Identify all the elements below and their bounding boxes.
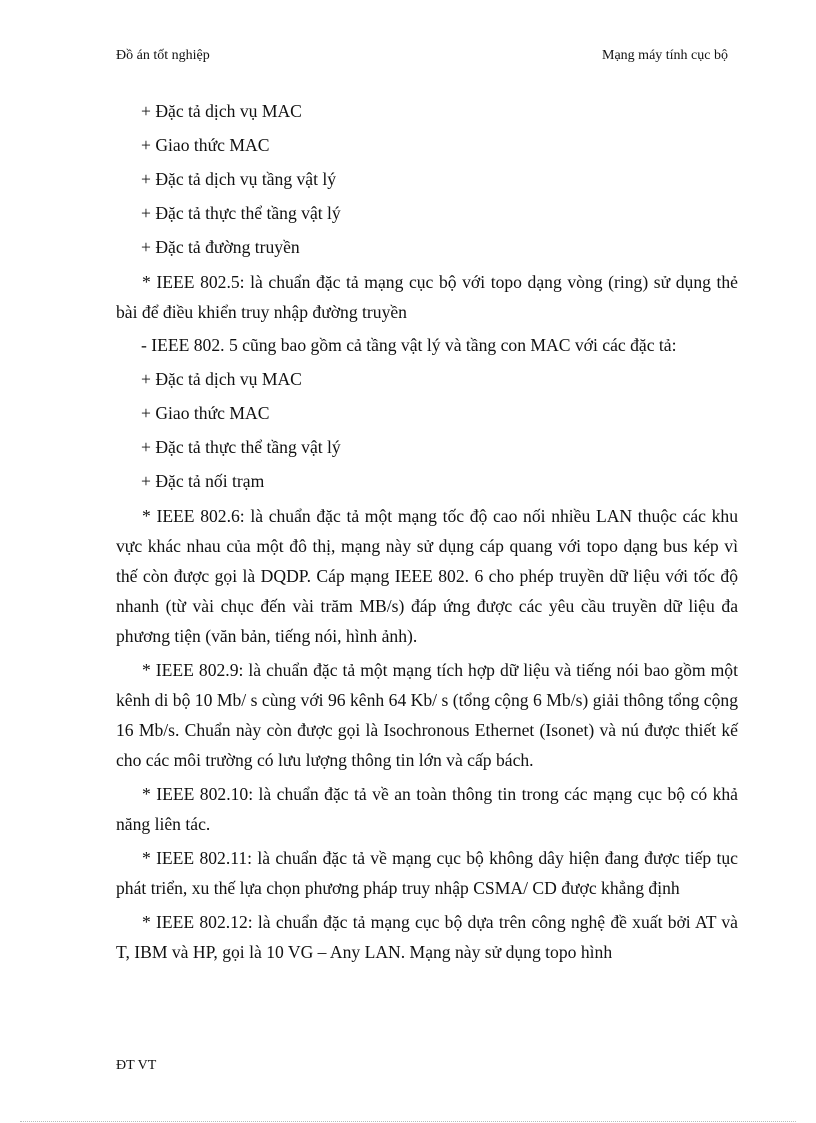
paragraph-ieee-802-6: * IEEE 802.6: là chuẩn đặc tả một mạng tốc độ cao nối nhiều LAN thuộc các khu vực khác nhau của một đô thị, mạng này sử dụng cáp quang với topo dạng bus kép vì thế còn được gọi là DQDP. Cáp mạng IEEE 802. 6 cho phép truyền dữ liệu với tốc độ nhanh (từ vài chục đến vài trăm MB/s) đáp ứng được các yêu cầu truyền dữ liệu đa phương tiện (văn bản, tiếng nói, hình ảnh). [116, 506, 738, 646]
list-item: + Đặc tả đường truyền [141, 237, 300, 257]
list-item: + Đặc tả nối trạm [141, 471, 265, 491]
paragraph-ieee-802-5-sub: - IEEE 802. 5 cũng bao gồm cả tầng vật lý và tầng con MAC với các đặc tả: [141, 335, 677, 355]
paragraph-ieee-802-12: * IEEE 802.12: là chuẩn đặc tả mạng cục bộ dựa trên công nghệ đề xuất bởi AT và T, IBM và HP, gọi là 10 VG – Any LAN. Mạng này sử dụng topo hình [116, 912, 738, 962]
header-right-title: Mạng máy tính cục bộ [602, 48, 728, 63]
list-item: + Đặc tả dịch vụ MAC [141, 369, 302, 389]
list-item: + Đặc tả thực thể tầng vật lý [141, 203, 341, 223]
document-body [116, 97, 738, 967]
list-item: + Đặc tả dịch vụ MAC [141, 101, 302, 121]
list-item: + Giao thức MAC [141, 403, 270, 423]
paragraph-ieee-802-9: * IEEE 802.9: là chuẩn đặc tả một mạng tích hợp dữ liệu và tiếng nói bao gồm một kênh di bộ 10 Mb/ s cùng với 96 kênh 64 Kb/ s (tổng cộng 6 Mb/s) giải thông tổng cộng 16 Mb/s. Chuẩn này còn được gọi là Isochronous Ethernet (Isonet) và nú được thiết kế cho các môi trường có lưu lượng thông tin lớn và cấp bách. [116, 660, 738, 770]
page-header [116, 48, 728, 64]
paragraph-ieee-802-5: * IEEE 802.5: là chuẩn đặc tả mạng cục bộ với topo dạng vòng (ring) sử dụng thẻ bài để điều khiển truy nhập đường truyền [116, 272, 738, 322]
page-footer: ĐT VT [116, 1058, 157, 1073]
page-bottom-divider [20, 1121, 796, 1122]
list-item: + Đặc tả dịch vụ tầng vật lý [141, 169, 337, 189]
list-item: + Đặc tả thực thể tầng vật lý [141, 437, 341, 457]
header-left-title: Đồ án tốt nghiệp [116, 48, 210, 63]
paragraph-ieee-802-10: * IEEE 802.10: là chuẩn đặc tả về an toàn thông tin trong các mạng cục bộ có khả năng liên tác. [116, 784, 738, 834]
paragraph-ieee-802-11: * IEEE 802.11: là chuẩn đặc tả về mạng cục bộ không dây hiện đang được tiếp tục phát triển, xu thế lựa chọn phương pháp truy nhập CSMA/ CD được khẳng định [116, 848, 738, 898]
list-item: + Giao thức MAC [141, 135, 270, 155]
